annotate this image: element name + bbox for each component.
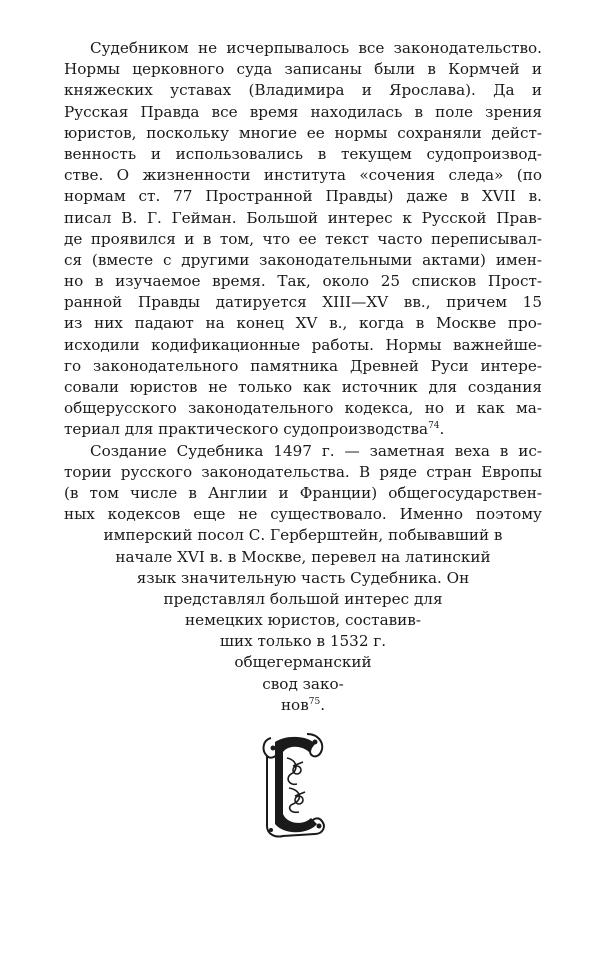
text-line-content: териал для практического судопроизводства (64, 420, 429, 439)
text-line: ших только в 1532 г. (219, 632, 387, 651)
text-line: общегерманский (234, 653, 372, 672)
footnote-marker: 74 (428, 421, 440, 432)
text-line: писал В. Г. Гейман. Большой интерес к Русской Прав- (64, 208, 542, 227)
text-line: из них падают на конец XV в., когда в Москве про- (64, 314, 542, 333)
drop-cap-ornament (253, 730, 333, 842)
text-line: свод зако- (262, 674, 344, 693)
text-line: начале XVI в. в Москве, перевел на латинский (115, 547, 491, 566)
text-line: тории русского законодательства. В ряде стран Европы (64, 462, 542, 481)
text-line-last: териал для практического судопроизводства$^{74}$. (64, 420, 445, 439)
text-line: общерусского законодательного кодекса, но и как ма- (64, 399, 542, 418)
text-line: юристов, поскольку многие ее нормы сохраняли дейст- (64, 123, 542, 142)
text-line: Русская Правда все время находилась в поле зрения (64, 102, 542, 121)
text-line: ранной Правды датируется XIII—XV вв., причем 15 (64, 293, 542, 312)
text-line: язык значительную часть Судебника. Он (136, 568, 470, 587)
text-line: де проявился и в том, что ее текст часто переписывал- (64, 229, 542, 248)
text-line: но в изучаемое время. Так, около 25 списков Прост- (64, 272, 542, 291)
text-line-content: нов (280, 695, 309, 714)
text-line: Создание Судебника 1497 г. — заметная веха в ис- (90, 441, 542, 460)
text-line: венность и использовались в текущем судопроизвод- (64, 144, 542, 163)
text-line: представлял большой интерес для (163, 589, 443, 608)
text-line: (в том числе в Англии и Франции) общегосударствен- (64, 483, 542, 502)
text-line: нормам ст. 77 Пространной Правды) даже в XVII в. (64, 187, 542, 206)
paragraph-1 (64, 38, 542, 441)
ornament-icon (253, 730, 333, 842)
text-line: совали юристов не только как источник для создания (64, 378, 542, 396)
footnote-marker: 75 (308, 696, 321, 707)
text-line: княжеских уставах (Владимира и Ярослава). Да и (64, 81, 542, 100)
text-line: Нормы церковного суда записаны были в Кормчей и (64, 60, 542, 79)
text-line: исходили кодификационные работы. Нормы важнейше- (64, 335, 542, 354)
text-line: ных кодексов еще не существовало. Именно поэтому (64, 505, 542, 524)
text-line: ся (вместе с другими законодательными актами) имен- (64, 250, 542, 269)
main-text (64, 38, 542, 716)
text-line: го законодательного памятника Древней Руси интере- (64, 356, 542, 375)
text-line: имперский посол С. Герберштейн, побывавший в (103, 526, 503, 545)
paragraph-2 (64, 441, 542, 716)
text-line: стве. О жизненности института «сочения следа» (по (64, 166, 542, 185)
text-line: немецких юристов, составив- (185, 611, 421, 630)
text-line: Судебником не исчерпывалось все законодательство. (90, 39, 542, 57)
text-line-last: нов$^{75}$. (280, 695, 326, 714)
